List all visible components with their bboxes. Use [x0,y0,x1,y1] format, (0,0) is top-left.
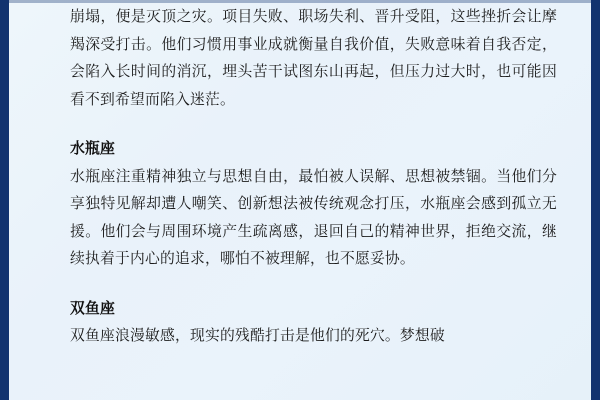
paragraph-aquarius: 水瓶座注重精神独立与思想自由，最怕被人误解、思想被禁锢。当他们分享独特见解却遭人嘲笑、创新想法被传统观念打压，水瓶座会感到孤立无援。他们会与周围环境产生疏离感，退回自己的精神世界，拒绝交流，继续执着于内心的追求，哪怕不被理解，也不愿妥协。 [70,168,557,267]
heading-aquarius: 水瓶座 [70,141,115,157]
paragraph-continuation: 崩塌，便是灭顶之灾。项目失败、职场失利、晋升受阻，这些挫折会让摩羯深受打击。他们习惯用事业成就衡量自我价值，失败意味着自我否定，会陷入长时间的消沉，埋头苦干试图东山再起，但压力过大时，也可能因看不到希望而陷入迷茫。 [70,9,557,108]
heading-pisces: 双鱼座 [70,300,115,317]
article-content [70,0,557,400]
paragraph-pisces: 双鱼座浪漫敏感，现实的残酷打击是他们的死穴。梦想破 [70,328,445,344]
